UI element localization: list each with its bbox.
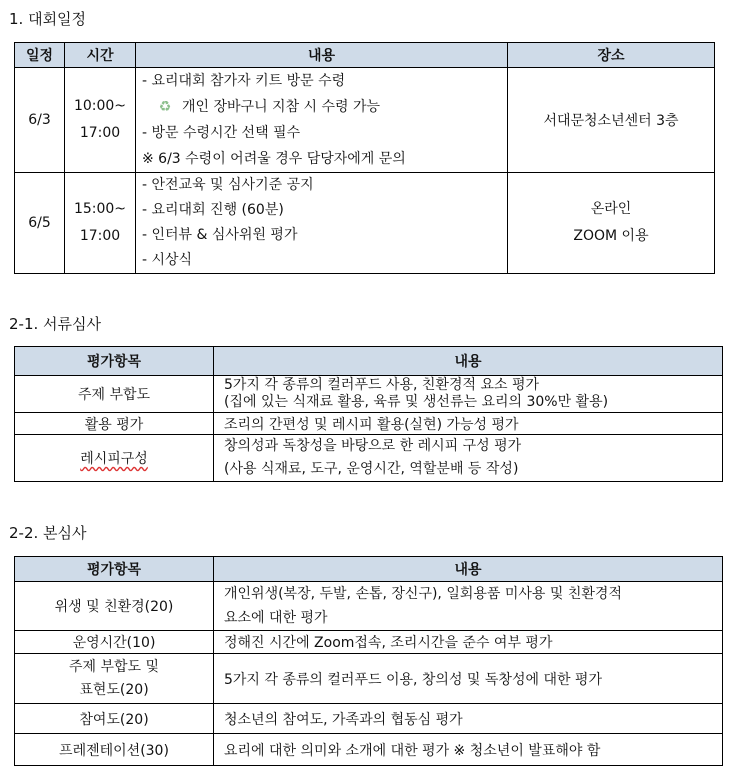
table-row <box>15 704 723 734</box>
table-row <box>15 654 723 704</box>
schedule-time: 15:00~ 17:00 <box>65 173 136 274</box>
table-row <box>15 582 723 631</box>
col-header-item: 평가항목 <box>15 557 214 582</box>
section2-2-heading: 2-2. 본심사 <box>9 524 87 542</box>
eval-content: 5가지 각 종류의 컬러푸드 사용, 친환경적 요소 평가 (집에 있는 식재료 활용, 육류 및 생선류는 요리의 30%만 활용) <box>214 376 723 413</box>
table-header-row <box>15 557 723 582</box>
col-header-place: 장소 <box>508 43 715 68</box>
eval-item: 레시피구성 <box>15 435 214 482</box>
schedule-place: 온라인 ZOOM 이용 <box>508 173 715 274</box>
eval-content: 청소년의 참여도, 가족과의 협동심 평가 <box>214 704 723 734</box>
schedule-content: - 요리대회 참가자 키트 방문 수령 ♻ 개인 장바구니 지참 시 수령 가능 - 방문 수령시간 선택 필수 ※ 6/3 수령이 어려울 경우 담당자에게 문의 <box>136 68 508 173</box>
schedule-date: 6/5 <box>15 173 65 274</box>
document-review-table <box>14 346 723 482</box>
col-header-date: 일정 <box>15 43 65 68</box>
col-header-time: 시간 <box>65 43 136 68</box>
col-header-item: 평가항목 <box>15 347 214 376</box>
col-header-content: 내용 <box>214 557 723 582</box>
schedule-content: - 안전교육 및 심사기준 공지 - 요리대회 진행 (60분) - 인터뷰 & 심사위원 평가 - 시상식 <box>136 173 508 274</box>
eval-item: 위생 및 친환경(20) <box>15 582 214 631</box>
eval-content: 조리의 간편성 및 레시피 활용(실현) 가능성 평가 <box>214 413 723 435</box>
eval-content: 개인위생(복장, 두발, 손톱, 장신구), 일회용품 미사용 및 친환경적 요소에 대한 평가 <box>214 582 723 631</box>
eval-item: 주제 부합도 및 표현도(20) <box>15 654 214 704</box>
eval-item: 운영시간(10) <box>15 631 214 654</box>
schedule-place: 서대문청소년센터 3층 <box>508 68 715 173</box>
table-row <box>15 734 723 766</box>
table-row <box>15 435 723 482</box>
eval-item: 활용 평가 <box>15 413 214 435</box>
eval-content: 5가지 각 종류의 컬러푸드 이용, 창의성 및 독창성에 대한 평가 <box>214 654 723 704</box>
eval-item: 주제 부합도 <box>15 376 214 413</box>
table-row <box>15 413 723 435</box>
schedule-time: 10:00~ 17:00 <box>65 68 136 173</box>
table-row <box>15 631 723 654</box>
eval-item: 프레젠테이션(30) <box>15 734 214 766</box>
schedule-table <box>14 42 715 274</box>
table-header-row <box>15 43 715 68</box>
table-row <box>15 376 723 413</box>
col-header-content: 내용 <box>214 347 723 376</box>
col-header-content: 내용 <box>136 43 508 68</box>
table-header-row <box>15 347 723 376</box>
table-row <box>15 68 715 173</box>
schedule-date: 6/3 <box>15 68 65 173</box>
section1-heading: 1. 대회일정 <box>9 10 87 28</box>
main-review-table <box>14 556 723 766</box>
eval-content: 창의성과 독창성을 바탕으로 한 레시피 구성 평가 (사용 식재료, 도구, 운영시간, 역할분배 등 작성) <box>214 435 723 482</box>
recycle-icon: ♻ <box>158 99 172 115</box>
table-row <box>15 173 715 274</box>
eval-item: 참여도(20) <box>15 704 214 734</box>
eval-content: 요리에 대한 의미와 소개에 대한 평가 ※ 청소년이 발표해야 함 <box>214 734 723 766</box>
eval-content: 정해진 시간에 Zoom접속, 조리시간을 준수 여부 평가 <box>214 631 723 654</box>
section2-1-heading: 2-1. 서류심사 <box>9 315 101 333</box>
